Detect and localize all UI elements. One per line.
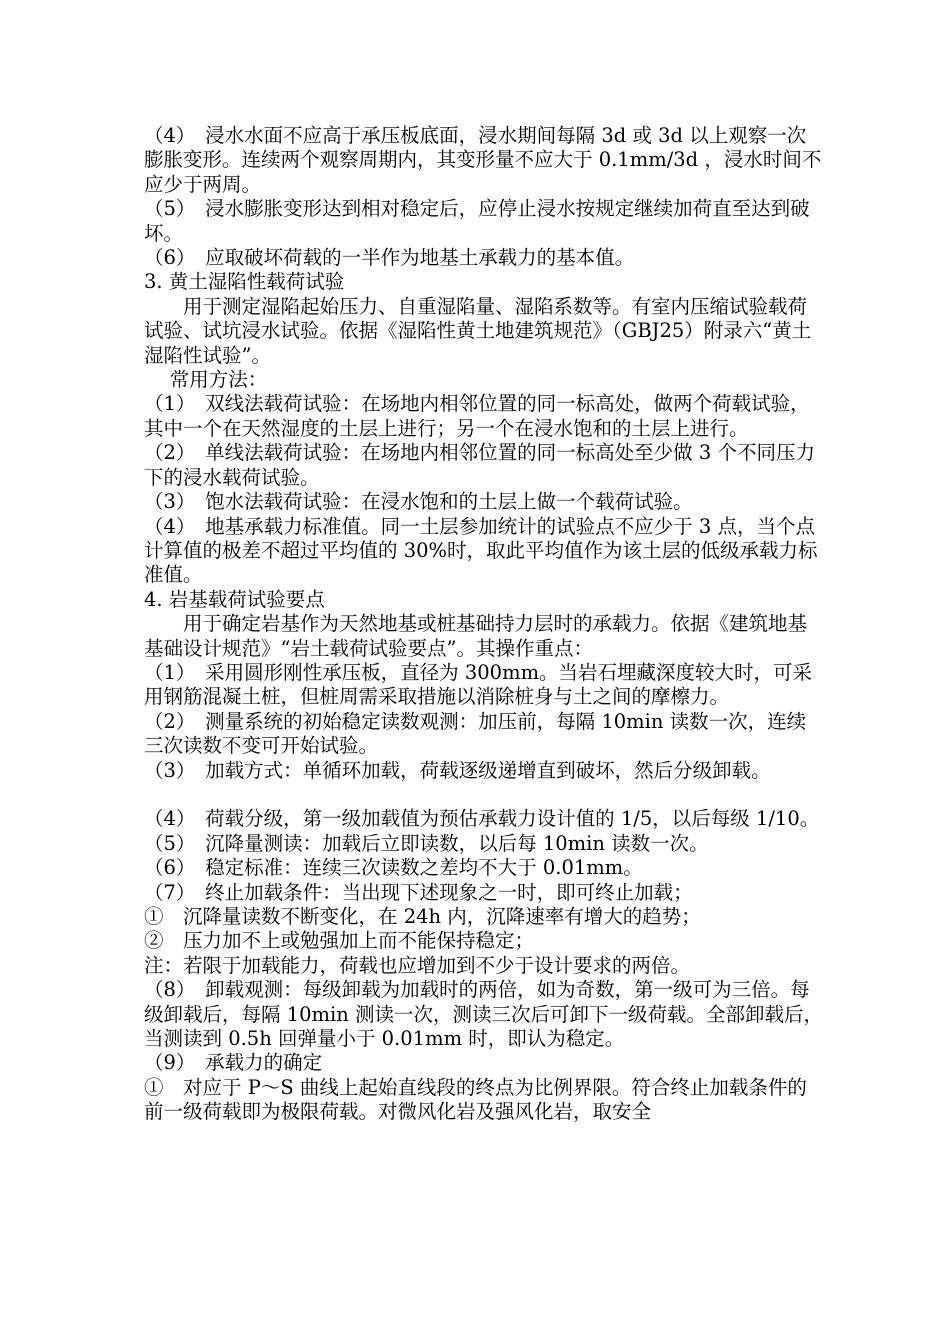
paragraph-condition-two: ② 压力加不上或勉强加上而不能保持稳定； <box>144 929 535 953</box>
document-body <box>144 124 824 1125</box>
paragraph-termination-conditions: （7） 终止加载条件：当出现下述现象之一时，即可终止加载； <box>144 880 693 904</box>
section-heading-loess-test: 3. 黄土湿陷性载荷试验 <box>144 270 345 294</box>
paragraph-half-failure-load: （6） 应取破坏荷载的一半作为地基土承载力的基本值。 <box>144 246 635 270</box>
section-heading-rock-test: 4. 岩基载荷试验要点 <box>144 587 325 611</box>
paragraph-note: 注：若限于加载能力，荷载也应增加到不少于设计要求的两倍。 <box>144 953 691 977</box>
blank-line <box>144 783 824 807</box>
paragraph-loess-purpose: 用于测定湿陷起始压力、自重湿陷量、湿陷系数等。有室内压缩试验载荷试验、试坑浸水试验。依据《湿陷性黄土地建筑规范》（GBJ25）附录六“黄土湿陷性试验”。 <box>144 294 812 367</box>
paragraph-double-line-method: （1） 双线法载荷试验：在场地内相邻位置的同一标高处，做两个荷载试验，其中一个在天然湿度的土层上进行；另一个在浸水饱和的土层上进行。 <box>144 392 810 440</box>
paragraph-standard-value: （4） 地基承载力标准值。同一土层参加统计的试验点不应少于 3 点，当个点计算值的极差不超过平均值的 30%时，取此平均值作为该土层的低级承载力标准值。 <box>144 514 818 587</box>
paragraph-saturated-method: （3） 饱水法载荷试验：在浸水饱和的土层上做一个载荷试验。 <box>144 490 693 514</box>
paragraph-unloading-observation: （8） 卸载观测：每级卸载为加载时的两倍，如为奇数，第一级可为三倍。每级卸载后，每隔 10min 测读一次，测读三次后可卸下一级荷载。全部卸载后，当测读到 0.5h 回弹量小于 0.01mm 时，即认为稳定。 <box>144 978 823 1051</box>
paragraph-loading-method: （3） 加载方式：单循环加载，荷载逐级递增直到破坏，然后分级卸载。 <box>144 758 771 782</box>
paragraph-single-line-method: （2） 单线法载荷试验：在场地内相邻位置的同一标高处至少做 3 个不同压力下的浸水载荷试验。 <box>144 441 815 489</box>
paragraph-ps-curve: ① 对应于 P～S 曲线上起始直线段的终点为比例界限。符合终止加载条件的前一级荷载即为极限荷载。对微风化岩及强风化岩，取安全 <box>144 1075 807 1124</box>
paragraph-condition-one: ① 沉降量读数不断变化，在 24h 内，沉降速率有增大的趋势； <box>144 904 701 928</box>
paragraph-initial-reading: （2） 测量系统的初始稳定读数观测：加压前，每隔 10min 读数一次，连续三次读数不变可开始试验。 <box>144 709 807 758</box>
paragraph-rock-purpose: 用于确定岩基作为天然地基或桩基础持力层时的承载力。依据《建筑地基基础设计规范》“岩土载荷试验要点”。其操作重点： <box>144 612 808 660</box>
paragraph-capacity-determination: （9） 承载力的确定 <box>144 1051 323 1075</box>
paragraph-immersion-level: （4） 浸水水面不应高于承压板底面，浸水期间每隔 3d 或 3d 以上观察一次膨胀变形。连续两个观察周期内，其变形量不应大于 0.1mm/3d ，浸水时间不应少于两周。 <box>144 124 822 196</box>
paragraph-settlement-reading: （5） 沉降量测读：加载后立即读数，以后每 10min 读数一次。 <box>144 831 709 855</box>
paragraph-stability-criterion: （6） 稳定标准：连续三次读数之差均不大于 0.01mm。 <box>144 856 643 880</box>
paragraph-load-steps: （4） 荷载分级，第一级加载值为预估承载力设计值的 1/5，以后每级 1/10。 <box>144 807 820 831</box>
paragraph-common-methods: 常用方法： <box>144 368 268 392</box>
paragraph-rigid-plate: （1） 采用圆形刚性承压板，直径为 300mm。当岩石埋藏深度较大时，可采用钢筋混凝土桩，但桩周需采取措施以消除桩身与土之间的摩檫力。 <box>144 660 813 709</box>
paragraph-immersion-stop: （5） 浸水膨胀变形达到相对稳定后，应停止浸水按规定继续加荷直至达到破坏。 <box>144 197 810 245</box>
